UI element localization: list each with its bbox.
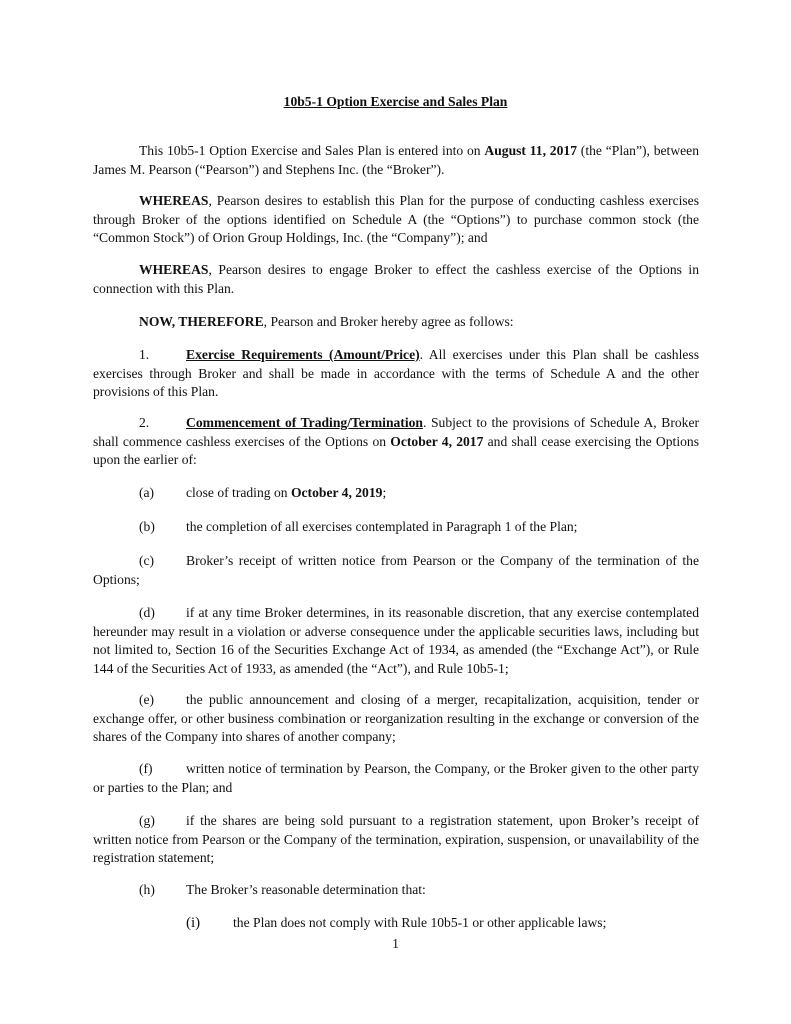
whereas-lead: WHEREAS: [139, 193, 209, 208]
list-subitem-i: [186, 914, 699, 933]
list-item-text: The Broker’s reasonable determination that:: [186, 882, 426, 897]
list-item-text: close of trading on: [186, 485, 291, 500]
section-text: . All exercises under this Plan shall be cashless exercises through Broker and shall be made in accordance with the terms of Schedule A and the other provisions of this Plan.: [93, 347, 699, 399]
list-item-label: (b): [139, 519, 155, 534]
list-item-text: the public announcement and closing of a merger, recapitalization, acquisition, tender or exchange offer, or other business combination or reorganization resulting in the exchange or conversion of the shares of the Company into shares of another company;: [93, 692, 699, 744]
list-item-text: if at any time Broker determines, in its reasonable discretion, that any exercise contemplated hereunder may result in a violation or adverse consequence under the applicable securities laws, including but not limited to, Section 16 of the Securities Exchange Act of 1934, as amended (the “Exchange Act”), or Rule 144 of the Securities Act of 1933, as amended (the “Act”), and Rule 10b5-1;: [93, 605, 699, 676]
section-number: 1.: [139, 347, 150, 362]
section-heading: Exercise Requirements (Amount/Price): [186, 347, 420, 362]
whereas-paragraph-2: [93, 261, 699, 298]
now-therefore-lead: NOW, THEREFORE: [139, 314, 264, 329]
whereas-lead: WHEREAS: [139, 262, 209, 277]
list-item-e: [93, 691, 699, 747]
cessation-date: October 4, 2019: [290, 485, 383, 500]
whereas-text: , Pearson desires to engage Broker to effect the cashless exercise of the Options in connection with this Plan.: [93, 262, 699, 296]
list-item-label: (h): [139, 882, 155, 897]
section-heading: Commencement of Trading/Termination: [186, 415, 423, 430]
list-item-text: the completion of all exercises contemplated in Paragraph 1 of the Plan;: [186, 519, 578, 534]
list-item-label: (c): [139, 553, 155, 568]
section-number: 2.: [139, 415, 150, 430]
list-item-text: the Plan does not comply with Rule 10b5-1 or other applicable laws;: [233, 915, 607, 930]
section-1: [93, 346, 699, 402]
document-title: 10b5-1 Option Exercise and Sales Plan: [283, 94, 508, 109]
whereas-paragraph-1: [93, 192, 699, 248]
intro-text: This 10b5-1 Option Exercise and Sales Plan is entered into on: [139, 143, 485, 158]
list-item-c: [93, 552, 699, 589]
list-item-label: (i): [186, 915, 201, 931]
list-item-text: if the shares are being sold pursuant to a registration statement, upon Broker’s receipt of written notice from Pearson or the Company of the termination, expiration, suspension, or unavailability of the registration statement;: [93, 813, 699, 865]
list-item-g: [93, 812, 699, 868]
section-2: [93, 414, 699, 470]
commencement-date: October 4, 2017: [390, 433, 484, 449]
list-item-d: [93, 604, 699, 678]
now-therefore-text: , Pearson and Broker hereby agree as follows:: [263, 314, 514, 329]
list-item-a: (a) close of trading on October 4, 2019;: [93, 484, 699, 503]
plan-date: August 11, 2017: [484, 143, 577, 158]
list-item-b: [93, 518, 699, 537]
intro-paragraph: [93, 142, 699, 179]
list-item-label: (e): [139, 692, 155, 707]
list-item-h: [93, 881, 699, 900]
section-text-end: and shall cease exercising the Options upon the earlier of:: [93, 433, 699, 467]
list-item-text: written notice of termination by Pearson, the Company, or the Broker given to the other party or parties to the Plan; and: [93, 761, 699, 795]
list-item-f: [93, 760, 699, 797]
list-item-label: (a): [139, 485, 155, 500]
list-item-label: (g): [139, 813, 155, 828]
section-text: . Subject to the provisions of Schedule A, Broker shall commence cashless exercises of the Options on: [93, 415, 699, 449]
whereas-text: , Pearson desires to establish this Plan for the purpose of conducting cashless exercises through Broker of the options identified on Schedule A (the “Options”) to purchase common stock (the “Common Stock”) of Orion Group Holdings, Inc. (the “Company”); and: [93, 193, 699, 245]
list-item-label: (f): [139, 761, 153, 776]
list-item-text: Broker’s receipt of written notice from Pearson or the Company of the termination of the Options;: [93, 553, 699, 587]
intro-text-end: (the “Plan”), between James M. Pearson (“Pearson”) and Stephens Inc. (the “Broker”).: [93, 143, 699, 177]
now-therefore-paragraph: [93, 313, 699, 332]
page-number: 1: [392, 936, 399, 951]
list-item-label: (d): [139, 605, 155, 620]
